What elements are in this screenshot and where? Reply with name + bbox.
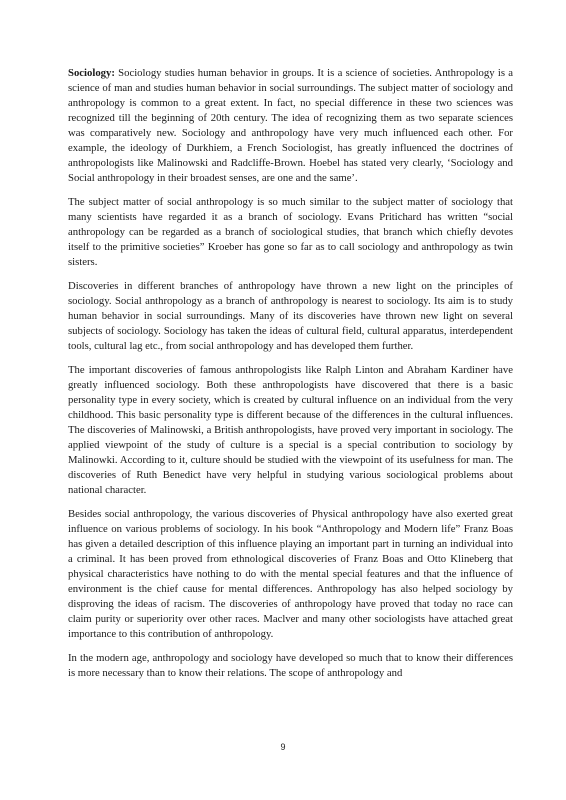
page-number: 9 [280, 742, 286, 752]
paragraph-anthropologists: The important discoveries of famous anthropologists like Ralph Linton and Abraham Kardiner have greatly influenced sociology. Both these anthropologists have discovered that there is a basic personality type in every society, which is created by cultural influence on an individual from the very childhood. This basic personality type is different because of the differences in the cultural influences. The discoveries of Malinowski, a British anthropologists, have proved very important in sociology. The applied viewpoint of the study of culture is a special is a special contribution to sociology by Malinowki. According to it, culture should be studied with the viewpoint of its usefulness for man. The discoveries of Ruth Benedict have very helpful in studying various sociological problems about national character. [68, 364, 513, 496]
paragraph-social-anthropology: The subject matter of social anthropology is so much similar to the subject matter of sociology that many scientists have regarded it as a branch of sociology. Evans Pritichard has written “social anthropology can be regarded as a branch of sociological studies, that branch which chiefly devotes itself to the primitive societies” Kroeber has gone so far as to call sociology and anthropology as twin sisters. [68, 196, 513, 268]
paragraph-lead-label: Sociology: [68, 67, 115, 79]
paragraph-text: Sociology studies human behavior in groups. It is a science of societies. Anthropology is a science of man and studies human behavior in social surroundings. The subject matter of sociology and anthropology is common to a great extent. In fact, no special difference in these two sciences was recognized till the beginning of 20th century. The idea of recognizing them as two separate sciences was comparatively new. Sociology and anthropology have very much influenced each other. For example, the ideology of Durkhiem, a French Sociologist, has greatly influenced the doctrines of anthropologists like Malinowski and Radcliffe-Brown. Hoebel has stated very clearly, ‘Sociology and Social anthropology in their broadest senses, are one and the same’. [68, 67, 513, 184]
body-text [68, 66, 513, 690]
paragraph-discoveries: Discoveries in different branches of anthropology have thrown a new light on the principles of sociology. Social anthropology as a branch of anthropology is nearest to sociology. Its aim is to study human behavior in social surroundings. Many of its discoveries have thrown new light on several subjects of sociology. Sociology has taken the ideas of cultural field, cultural apparatus, interdependent tools, cultural lag etc., from social anthropology and has developed them further. [68, 280, 513, 352]
paragraph-sociology-intro [68, 66, 513, 186]
paragraph-physical-anthropology: Besides social anthropology, the various discoveries of Physical anthropology have also exerted great influence on various problems of sociology. In his book “Anthropology and Modern life” Franz Boas has given a detailed description of this influence playing an important part in turning an individual into a criminal. It has been proved from ethnological discoveries of Franz Boas and Otto Klineberg that physical characteristics have nothing to do with the mental special features and that the influence of environment is the chief cause for mental differences. Anthropology has also helped sociology by disproving the ideas of racism. The discoveries of anthropology have proved that today no race can claim purity or superiority over other races. Maclver and many other sociologists have attached great importance to this contribution of anthropology. [68, 508, 513, 640]
paragraph-modern-age: In the modern age, anthropology and sociology have developed so much that to know their differences is more necessary than to know their relations. The scope of anthropology and [68, 652, 513, 679]
